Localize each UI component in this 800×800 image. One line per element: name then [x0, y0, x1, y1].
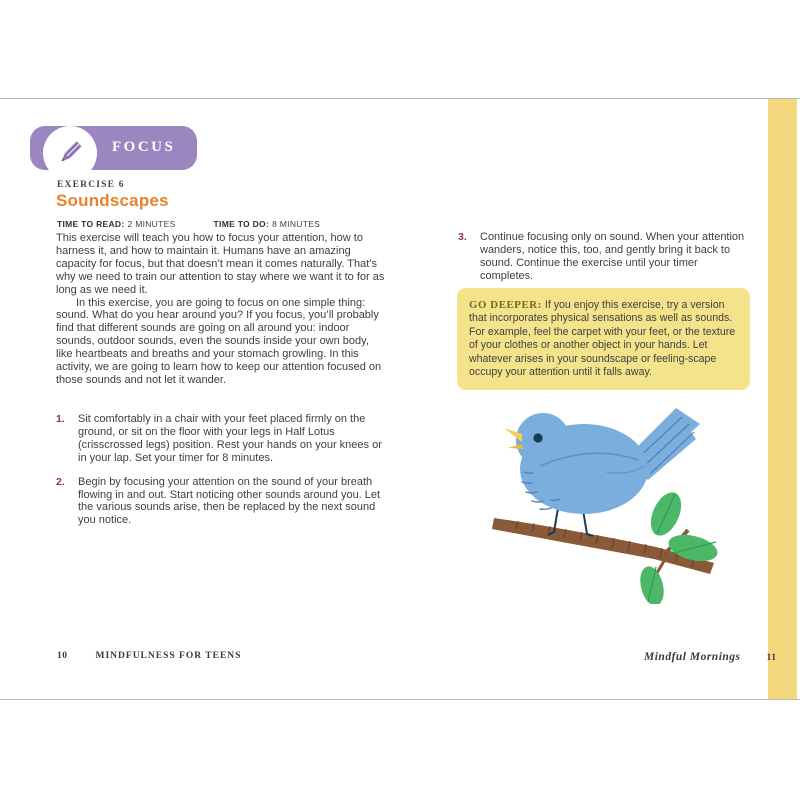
step-number: 1.: [56, 413, 65, 425]
go-deeper-label: GO DEEPER:: [469, 299, 542, 311]
page-number: 11: [766, 653, 777, 663]
pencil-icon: [43, 126, 97, 180]
go-deeper-callout: [457, 288, 750, 390]
intro-paragraph: In this exercise, you are going to focus on one simple thing: sound. What do you hear around you? If you focus, you’ll probably find that different sounds are going on all around you: indoor sounds, outdoor sounds, even the sounds inside your own body, like heartbeats and breaths and your stomach growling. In this activity, we are going to learn how to keep our attention focused on those sounds and not let it wander.: [56, 296, 382, 386]
step-text: Continue focusing only on sound. When your attention wanders, notice this, too, and gently bring it back to sound. Continue the exercise until your timer completes.: [480, 231, 745, 282]
bird-body: [516, 413, 648, 514]
focus-section-badge: [30, 126, 197, 170]
badge-label: FOCUS: [112, 139, 176, 155]
chapter-title: Mindful Mornings: [644, 651, 741, 663]
intro-text: [56, 232, 388, 387]
page-number: 10: [57, 651, 68, 661]
page-edge-accent: [768, 99, 797, 699]
time-to-read: [57, 219, 176, 229]
time-to-read-label: TIME TO READ:: [57, 219, 125, 229]
book-title: MINDFULNESS FOR TEENS: [95, 651, 242, 661]
exercise-number-label: EXERCISE 6: [57, 180, 125, 190]
step-text: Begin by focusing your attention on the sound of your breath flowing in and out. Start noticing other sounds around you. Let the various sounds arise, then be replaced by the next sound you notice.: [78, 475, 381, 527]
instruction-steps: [56, 413, 388, 538]
right-page-footer: [644, 651, 777, 663]
instruction-steps-continued: [458, 231, 750, 294]
intro-paragraph: This exercise will teach you how to focus your attention, how to harness it, and how to maintain it. Humans have an amazing capacity for focus, but that doesn’t mean it comes naturally. That’s why we need to train our attention to stay where we want it to for as long as we need it.: [56, 232, 385, 296]
time-to-do-label: TIME TO DO:: [213, 219, 270, 229]
time-to-do: [214, 219, 321, 229]
left-page-footer: [57, 651, 241, 661]
book-spread: [0, 98, 800, 700]
go-deeper-text: If you enjoy this exercise, try a version that incorporates physical sensations as well as sounds. For example, feel the carpet with your feet, or the texture of your clothes or another object in your hands. Let whatever arises in your soundscape or feeling-scape occupy your attention until it falls away.: [469, 299, 736, 379]
time-info-row: [57, 219, 320, 229]
step-1: [56, 413, 388, 465]
step-2: [56, 476, 388, 528]
step-number: 3.: [458, 231, 467, 243]
step-number: 2.: [56, 475, 65, 488]
step-3: [458, 231, 750, 283]
time-to-read-value: 2 MINUTES: [127, 219, 176, 229]
bird-eye: [533, 433, 542, 442]
leaf: [636, 564, 667, 604]
step-text: Sit comfortably in a chair with your feet placed firmly on the ground, or sit on the floor with your legs in Half Lotus (crisscrossed legs) position. Rest your hands on your knees or in your lap. Set your timer for 8 minutes.: [78, 413, 382, 464]
bluebird-illustration: [488, 402, 726, 604]
time-to-do-value: 8 MINUTES: [272, 219, 321, 229]
exercise-title: Soundscapes: [56, 191, 169, 210]
leaf: [645, 488, 687, 541]
